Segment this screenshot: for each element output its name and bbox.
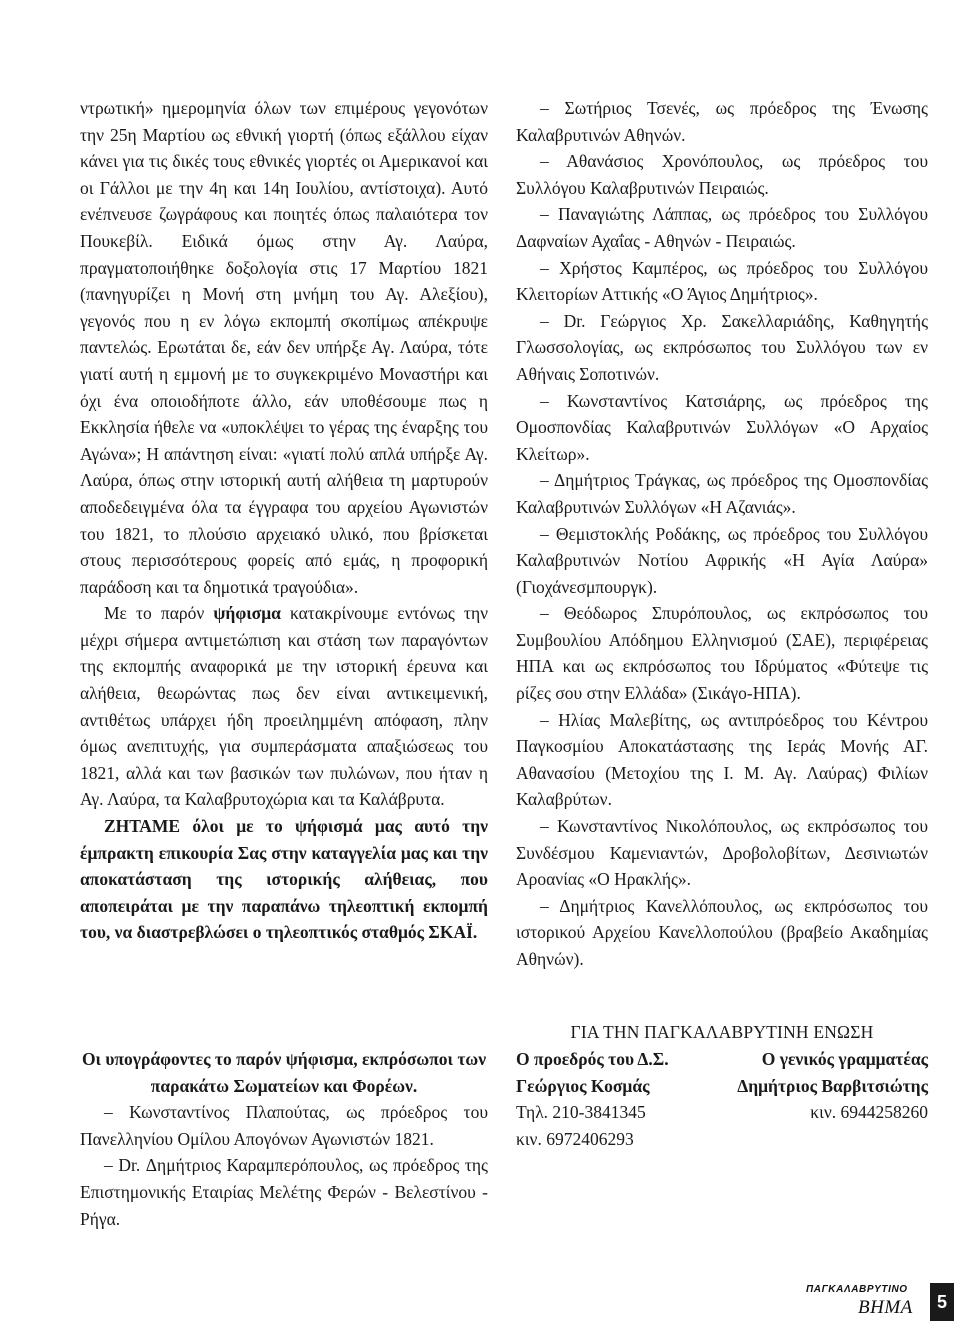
body-paragraph-1: ντρωτική» ημερομηνία όλων των επιμέρους γεγονότων την 25η Μαρτίου ως εθνική γιορτή (όπως εξάλλου είχαν κάνει για τις δικές τους εθνικές γιορτές οι Αμερικανοί και οι Γάλλοι με την 4η και 14η Ιουλίου, αντίστοιχα). Αυτό ενέπνευσε ζωγράφους και ποιητές όπως παλαιότερα τον Πουκεβίλ. Ειδικά όμως στην Αγ. Λαύρα, πραγματοποιήθηκε δοξολογία στις 17 Μαρτίου 1821 (πανηγυρίζει η Μονή στη μνήμη του Αγ. Αλεξίου), γεγονός που η εν λόγω εκπομπή σκοπίμως απέκρυψε παντελώς. Ερωτάται δε, εάν δεν υπήρξε Αγ. Λαύρα, τότε γιατί αυτή η εμμονή με το συγκεκριμένο Μοναστήρι και όχι ένα οποιοδήποτε άλλο, εάν υποθέσουμε πως η Εκκλησία ήθελε να «υποκλέψει το γέρας της έναρξης του Αγώνα»; Η απάντηση είναι: «γιατί πολύ απλά υπήρξε Αγ. Λαύρα, όπως στην ιστορική αυτή αλήθεια τη μαρτυρούν αποδεδειγμένα όλα τα έγγραφα του αρχείου Αγωνιστών του 1821, το πλούσιο αρχειακό υλικό, που βρίσκεται στους περισσότερους φορείς από εμάς, η προφορική παράδοση και τα δημοτικά τραγούδια». — [80, 98, 488, 597]
signers-section — [80, 1046, 488, 1232]
signer-item: – Θεόδωρος Σπυρόπουλος, ως εκπρόσωπος του Συμβουλίου Απόδημου Ελληνισμού (ΣΑΕ), περιφέρειας ΗΠΑ και ως εκπρόσωπος του Ιδρύματος «Φύτεψε τις ρίζες σου στην Ελλάδα» (Σικάγο-ΗΠΑ). — [516, 603, 928, 704]
page-number: 5 — [930, 1283, 954, 1321]
appeal-paragraph: ΖΗΤΑΜΕ όλοι με το ψήφισμά μας αυτό την έμπρακτη επικουρία Σας στην καταγγελία μας και την αποκατάσταση της ιστορικής αλήθειας, που αποπειράται με την παραπάνω τηλεοπτική εκπομπή του, να διαστρεβλώσει ο τηλεοπτικός σταθμός ΣΚΑΪ. — [80, 816, 488, 943]
resolution-word: ψήφισμα — [213, 603, 281, 624]
left-column — [80, 95, 488, 946]
paragraph-2-rest: κατακρίνουμε εντόνως την μέχρι σήμερα αντιμετώπιση και στάση των παραγόντων της εκπομπής αναφορικά με την ιστορική έρευνα και αλήθεια, θεωρώντας πως δεν είναι αντικειμενική, αντιθέτως υπάρχει ήδη προειλημμένη απόφαση, πλην όμως ανεπιτυχής, για συμπεράσματα απαξιώσεως του 1821, αλλά και των βασικών των πυλώνων, που ήταν η Αγ. Λαύρα, τα Καλαβρυτοχώρια και τα Καλάβρυτα. — [80, 603, 489, 810]
signer-item: – Δημήτριος Κανελλόπουλος, ως εκπρόσωπος του ιστορικού Αρχείου Κανελλοπούλου (βραβείο Ακαδημίας Αθηνών). — [516, 895, 928, 969]
right-column — [516, 95, 928, 1079]
officers-block — [516, 1046, 928, 1152]
president-title: Ο προεδρός του Δ.Σ. — [516, 1049, 669, 1069]
signer-item: – Αθανάσιος Χρονόπουλος, ως πρόεδρος του Συλλόγου Καλαβρυτινών Πειραιώς. — [516, 151, 928, 198]
president-name: Γεώργιος Κοσμάς — [516, 1075, 650, 1096]
signer-item: – Κωνσταντίνος Κατσιάρης, ως πρόεδρος της Ομοσπονδίας Καλαβρυτινών Συλλόγων «Ο Αρχαίος Κλείτωρ». — [516, 390, 928, 464]
publication-logo — [806, 1283, 920, 1321]
signer-item: – Ηλίας Μαλεβίτης, ως αντιπρόεδρος του Κέντρου Παγκοσμίου Αποκατάστασης της Ιεράς Μονής ΑΓ. Αθανασίου (Μετοχίου της Ι. Μ. Αγ. Λαύρας) Φιλίων Καλαβρύτων. — [516, 709, 928, 810]
signer-item: – Dr. Δημήτριος Καραμπερόπουλος, ως πρόεδρος της Επιστημονικής Εταιρίας Μελέτης Φερών - Βελεστίνου - Ρήγα. — [80, 1155, 488, 1229]
signer-item: – Κωνσταντίνος Πλαπούτας, ως πρόεδρος του Πανελληνίου Ομίλου Απογόνων Αγωνιστών 1821. — [80, 1102, 488, 1149]
president-block — [516, 1046, 669, 1152]
signer-item: – Κωνσταντίνος Νικολόπουλος, ως εκπρόσωπος του Συνδέσμου Καμενιαντών, Δροβολοβίτων, Δεσινιωτών Αροανίας «Ο Ηρακλής». — [516, 816, 928, 890]
signer-item: – Χρήστος Καμπέρος, ως πρόεδρος του Συλλόγου Κλειτορίων Αττικής «Ο Άγιος Δημήτριος». — [516, 257, 928, 305]
secretary-title: Ο γενικός γραμματέας — [761, 1049, 928, 1069]
president-mobile: κιν. 6972406293 — [516, 1128, 634, 1149]
signer-item: – Σωτήριος Τσενές, ως πρόεδρος της Ένωσης Καλαβρυτινών Αθηνών. — [516, 98, 928, 145]
signer-item: – Dr. Γεώργιος Χρ. Σακελλαριάδης, Καθηγητής Γλωσσολογίας, ως εκπρόσωπος του Συλλόγου των εν Αθήναις Σοποτινών. — [516, 310, 928, 384]
body-paragraph-2 — [80, 600, 488, 813]
president-phone: Τηλ. 210-3841345 — [516, 1102, 646, 1123]
signer-item: – Θεμιστοκλής Ροδάκης, ως πρόεδρος του Συλλόγου Καλαβρυτινών Νοτίου Αφρικής «Η Αγία Λαύρα» (Γιοχάνεσμπουργκ). — [516, 523, 928, 597]
logo-bottom-text: ΒΗΜΑ — [858, 1297, 913, 1318]
secretary-block — [737, 1046, 928, 1152]
secretary-mobile: κιν. 6944258260 — [810, 1102, 928, 1123]
signer-item: – Παναγιώτης Λάππας, ως πρόεδρος του Συλλόγου Δαφναίων Αχαΐας - Αθηνών - Πειραιώς. — [516, 204, 928, 251]
logo-top-text: ΠΑΓΚΑΛΑΒΡΥΤΙΝΟ — [806, 1284, 908, 1295]
signers-heading: Οι υπογράφοντες το παρόν ψήφισμα, εκπρόσωποι των παρακάτω Σωματείων και Φορέων. — [81, 1049, 487, 1096]
signature-heading: ΓΙΑ ΤΗΝ ΠΑΓΚΑΛΑΒΡΥΤΙΝΗ ΕΝΩΣΗ — [570, 1021, 874, 1042]
secretary-name: Δημήτριος Βαρβιτσιώτης — [737, 1075, 928, 1096]
paragraph-2-lead: Με το παρόν — [104, 603, 214, 624]
signer-item: – Δημήτριος Τράγκας, ως πρόεδρος της Ομοσπονδίας Καλαβρυτινών Συλλόγων «Η Αζανιάς». — [516, 470, 928, 517]
